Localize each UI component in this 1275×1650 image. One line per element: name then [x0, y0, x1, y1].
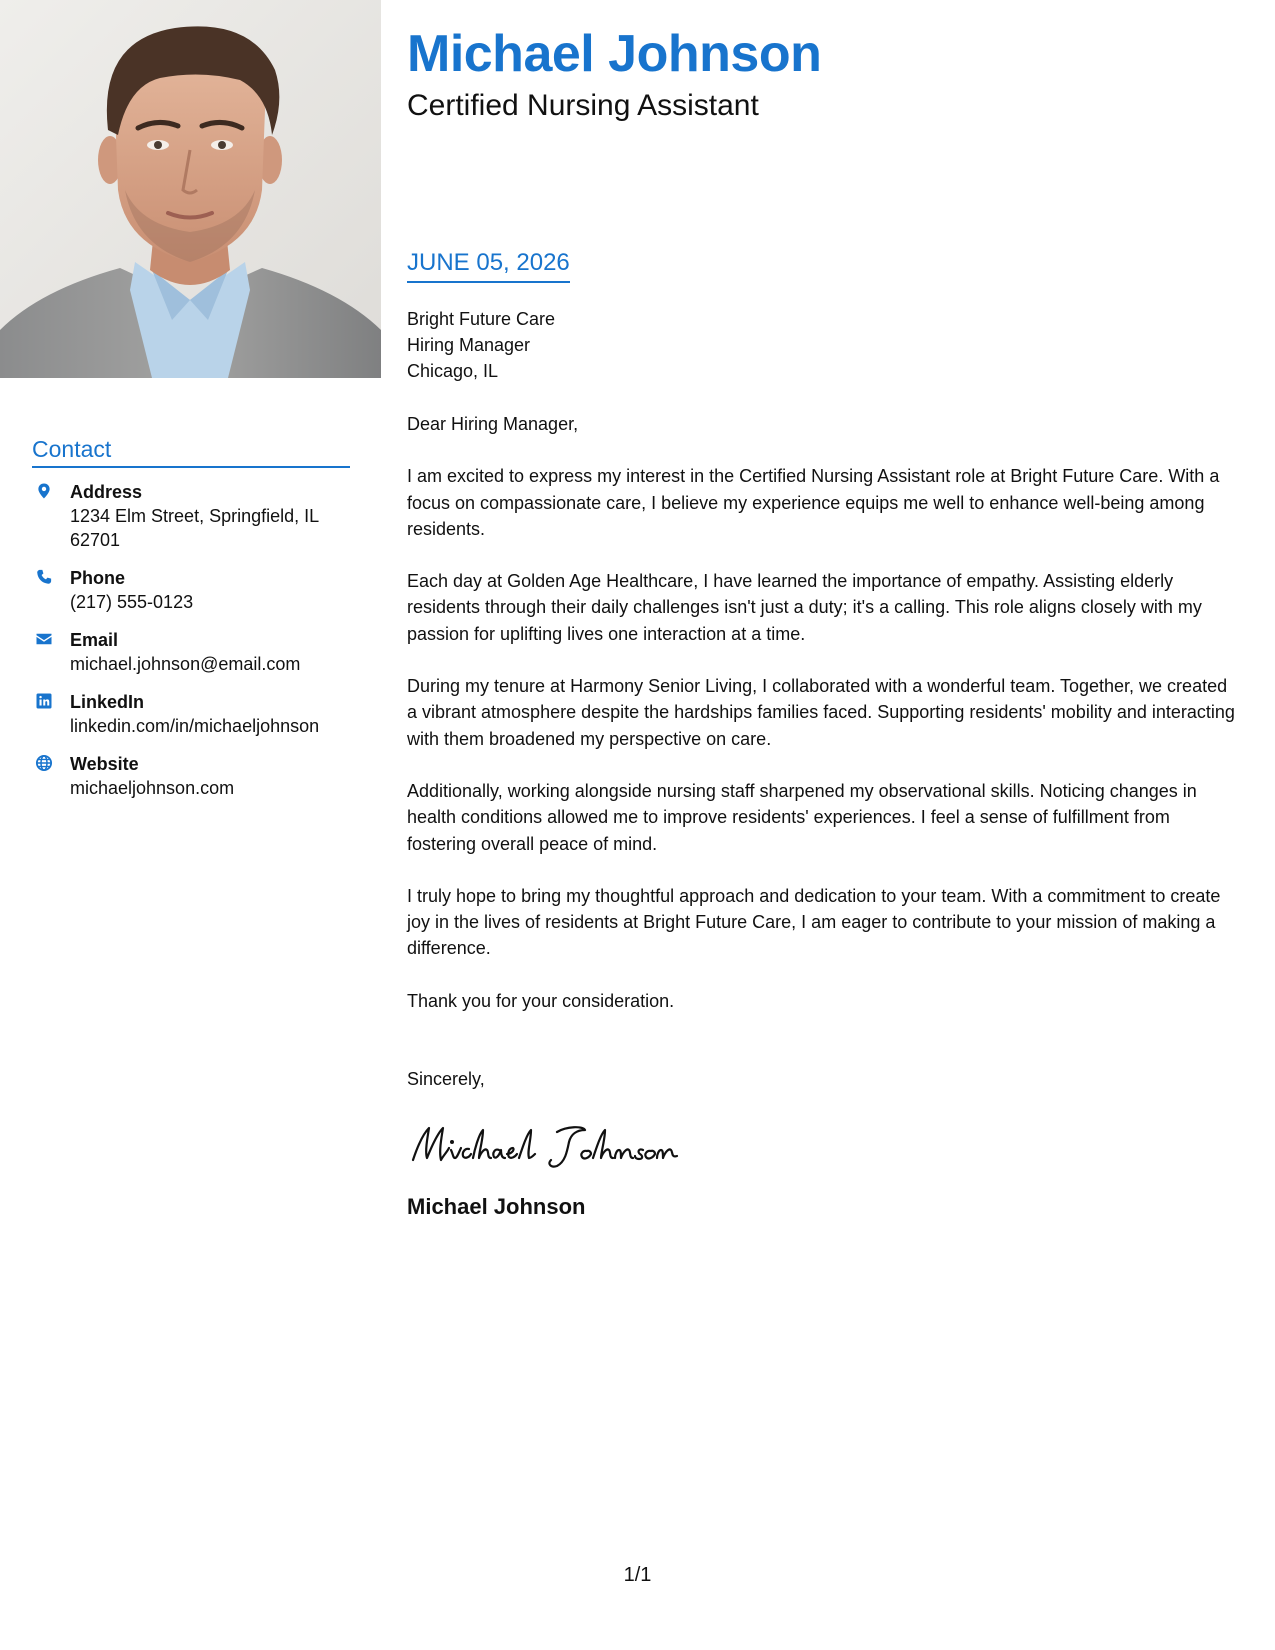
letter-paragraph: I truly hope to bring my thoughtful approach and dedication to your team. With a commitment to create joy in the lives of residents at Bright Future Care, I am eager to contribute to your mission of making a difference. — [407, 885, 1221, 959]
letter-body — [407, 306, 1242, 1221]
contact-website — [32, 752, 350, 800]
globe-icon — [35, 754, 53, 772]
contact-linkedin — [32, 690, 350, 738]
contact-heading: Contact — [32, 436, 350, 468]
contact-label: Website — [70, 753, 139, 774]
letter-paragraph: I am excited to express my interest in the Certified Nursing Assistant role at Bright Future Care. With a focus on compassionate care, I believe my experience equips me well to enhance well-being among residents. — [407, 466, 1220, 539]
letter-paragraph: Additionally, working alongside nursing staff sharpened my observational skills. Noticing changes in health conditions allowed me to improve residents' experiences. I feel a sense of fulfillment from fostering overall peace of mind. — [407, 780, 1197, 854]
letter-date: JUNE 05, 2026 — [407, 247, 570, 283]
recipient-location: Chicago, IL — [407, 361, 499, 381]
contact-section — [32, 436, 350, 814]
contact-address — [32, 480, 350, 552]
linkedin-icon — [35, 692, 53, 710]
phone-icon — [35, 568, 53, 586]
date-block — [407, 247, 570, 283]
linkedin-value[interactable]: linkedin.com/in/michaeljohnson — [70, 715, 320, 736]
location-pin-icon — [35, 482, 53, 500]
letter-paragraph: Thank you for your consideration. — [407, 990, 675, 1011]
website-value[interactable]: michaeljohnson.com — [70, 777, 235, 798]
contact-label: Email — [70, 629, 119, 650]
applicant-name: Michael Johnson — [407, 25, 822, 83]
main-column — [407, 20, 1242, 1220]
contact-label: LinkedIn — [70, 691, 145, 712]
address-value: 1234 Elm Street, Springfield, IL 62701 — [70, 505, 319, 550]
letter-paragraph: Each day at Golden Age Healthcare, I have learned the importance of empathy. Assisting elderly residents through their daily challenges isn't just a duty; it's a calling. This role aligns closely with my passion for uplifting lives one interaction at a time. — [407, 571, 1202, 644]
recipient-role: Hiring Manager — [407, 335, 531, 355]
recipient-company: Bright Future Care — [407, 309, 556, 329]
job-title: Certified Nursing Assistant — [407, 89, 759, 122]
email-value[interactable]: michael.johnson@email.com — [70, 653, 301, 674]
salutation: Dear Hiring Manager, — [407, 414, 579, 434]
recipient-block — [407, 306, 1242, 384]
email-icon — [35, 630, 53, 648]
phone-value: (217) 555-0123 — [70, 591, 194, 612]
signed-name: Michael Johnson — [407, 1194, 586, 1220]
letter-paragraph: During my tenure at Harmony Senior Living, I collaborated with a wonderful team. Together, we created a vibrant atmosphere despite the hardships families faced. Supporting residents' mobility and interacting with them broadened my perspective on care. — [407, 676, 1235, 749]
page-number: 1/1 — [623, 1564, 652, 1586]
signature — [407, 1118, 687, 1174]
profile-photo — [0, 0, 381, 378]
contact-phone — [32, 566, 350, 614]
contact-label: Phone — [70, 567, 126, 588]
closing: Sincerely, — [407, 1069, 485, 1090]
contact-email — [32, 628, 350, 676]
contact-label: Address — [70, 481, 143, 502]
